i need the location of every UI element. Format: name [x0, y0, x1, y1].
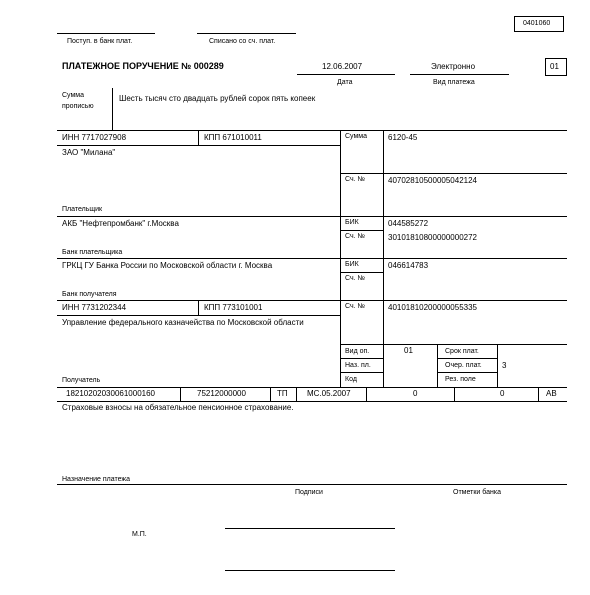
- tax-type: АВ: [546, 389, 557, 398]
- tax-doc-number: 0: [413, 389, 418, 398]
- payer-bank-label: Банк плательщика: [62, 249, 123, 256]
- grid-line: [57, 145, 340, 146]
- document-title: ПЛАТЕЖНОЕ ПОРУЧЕНИЕ № 000289: [62, 61, 224, 71]
- payer-bank-acc-label: Сч. №: [345, 233, 366, 240]
- grid-line: [57, 130, 567, 131]
- grid-line: [340, 173, 567, 174]
- recipient-acc-label: Сч. №: [345, 303, 366, 310]
- naz-pl-label: Наз. пл.: [345, 362, 371, 369]
- grid-line: [57, 216, 567, 217]
- payer-bank-bik: 044585272: [388, 219, 429, 228]
- tax-basis: ТП: [277, 389, 288, 398]
- grid-line: [497, 344, 498, 387]
- srok-label: Срок плат.: [445, 348, 479, 355]
- grid-line: [57, 387, 567, 388]
- received-date-line: [57, 33, 155, 34]
- payment-purpose-label: Назначение платежа: [62, 476, 130, 483]
- payer-bank-bik-label: БИК: [345, 219, 359, 226]
- recipient-bank-label: Банк получателя: [62, 291, 117, 298]
- ocher-value: 3: [502, 361, 507, 370]
- payer-account-label: Сч. №: [345, 176, 366, 183]
- amount-words-label-2: прописью: [62, 103, 94, 110]
- amount-label: Сумма: [345, 133, 367, 140]
- date-value: 12.06.2007: [322, 62, 363, 71]
- payer-inn: ИНН 7717027908: [62, 133, 127, 142]
- date-label: Дата: [337, 79, 353, 86]
- bank-marks-label: Отметки банка: [453, 489, 501, 496]
- payer-account-value: 40702810500005042124: [388, 176, 477, 185]
- recipient-acc: 40101810200000055335: [388, 303, 477, 312]
- grid-line: [340, 358, 383, 359]
- payer-bank-acc: 30101810800000000272: [388, 233, 477, 242]
- grid-line: [180, 387, 181, 401]
- tax-okato: 75212000000: [197, 389, 246, 398]
- debited-date-line: [197, 33, 296, 34]
- grid-line: [340, 272, 383, 273]
- vid-op-value: 01: [404, 346, 413, 355]
- signatures-label: Подписи: [295, 489, 323, 496]
- recipient-bank-bik-label: БИК: [345, 261, 359, 268]
- tax-period: МС.05.2007: [307, 389, 351, 398]
- rez-label: Рез. поле: [445, 376, 476, 383]
- debited-label: Списано со сч. плат.: [209, 38, 276, 45]
- ocher-label: Очер. плат.: [445, 362, 482, 369]
- grid-line: [538, 387, 539, 401]
- grid-line: [57, 315, 340, 316]
- tax-doc-date: 0: [500, 389, 505, 398]
- stamp-label: М.П.: [132, 531, 147, 538]
- payment-purpose: Страховые взносы на обязательное пенсионное страхование.: [62, 403, 294, 412]
- grid-line: [437, 344, 438, 387]
- amount-words-label: Сумма: [62, 92, 84, 99]
- date-line: [297, 74, 395, 75]
- payer-name: ЗАО "Милана": [62, 148, 116, 157]
- grid-line: [437, 358, 497, 359]
- grid-line: [198, 130, 199, 145]
- grid-line: [57, 300, 567, 301]
- kod-label: Код: [345, 376, 357, 383]
- grid-line: [57, 258, 567, 259]
- grid-line: [270, 387, 271, 401]
- payment-type-label: Вид платежа: [433, 79, 475, 86]
- grid-line: [57, 401, 567, 402]
- signature-line-2: [225, 570, 395, 571]
- grid-line: [366, 387, 367, 401]
- form-code: 0401060: [523, 20, 551, 27]
- recipient-bank-bik: 046614783: [388, 261, 429, 270]
- recipient-name: Управление федерального казначейства по Московской области: [62, 318, 304, 327]
- grid-line: [340, 372, 383, 373]
- grid-line: [340, 230, 383, 231]
- recipient-inn: ИНН 7731202344: [62, 303, 127, 312]
- payment-type-line: [410, 74, 509, 75]
- amount-value: 6120-45: [388, 133, 418, 142]
- amount-words-divider: [112, 88, 113, 130]
- payer-kpp: КПП 671010011: [204, 133, 262, 142]
- received-label: Поступ. в банк плат.: [67, 38, 133, 45]
- payer-bank-name: АКБ "Нефтепромбанк" г.Москва: [62, 219, 179, 228]
- grid-line: [296, 387, 297, 401]
- purpose-bottom-line: [57, 484, 567, 485]
- vid-op-label: Вид оп.: [345, 348, 370, 355]
- amount-words-value: Шесть тысяч сто двадцать рублей сорок пять копеек: [119, 94, 316, 103]
- recipient-kpp: КПП 773101001: [204, 303, 263, 312]
- recipient-bank-acc-label: Сч. №: [345, 275, 366, 282]
- grid-line: [437, 372, 497, 373]
- grid-line: [454, 387, 455, 401]
- recipient-bank-name: ГРКЦ ГУ Банка России по Московской области г. Москва: [62, 261, 273, 270]
- priority-box-value: 01: [550, 62, 559, 71]
- grid-line: [198, 300, 199, 315]
- tax-kbk: 18210202030061000160: [66, 389, 155, 398]
- signature-line-1: [225, 528, 395, 529]
- recipient-label: Получатель: [62, 377, 101, 384]
- grid-line: [340, 344, 567, 345]
- payment-type-value: Электронно: [431, 62, 476, 71]
- payer-label: Плательщик: [62, 206, 103, 213]
